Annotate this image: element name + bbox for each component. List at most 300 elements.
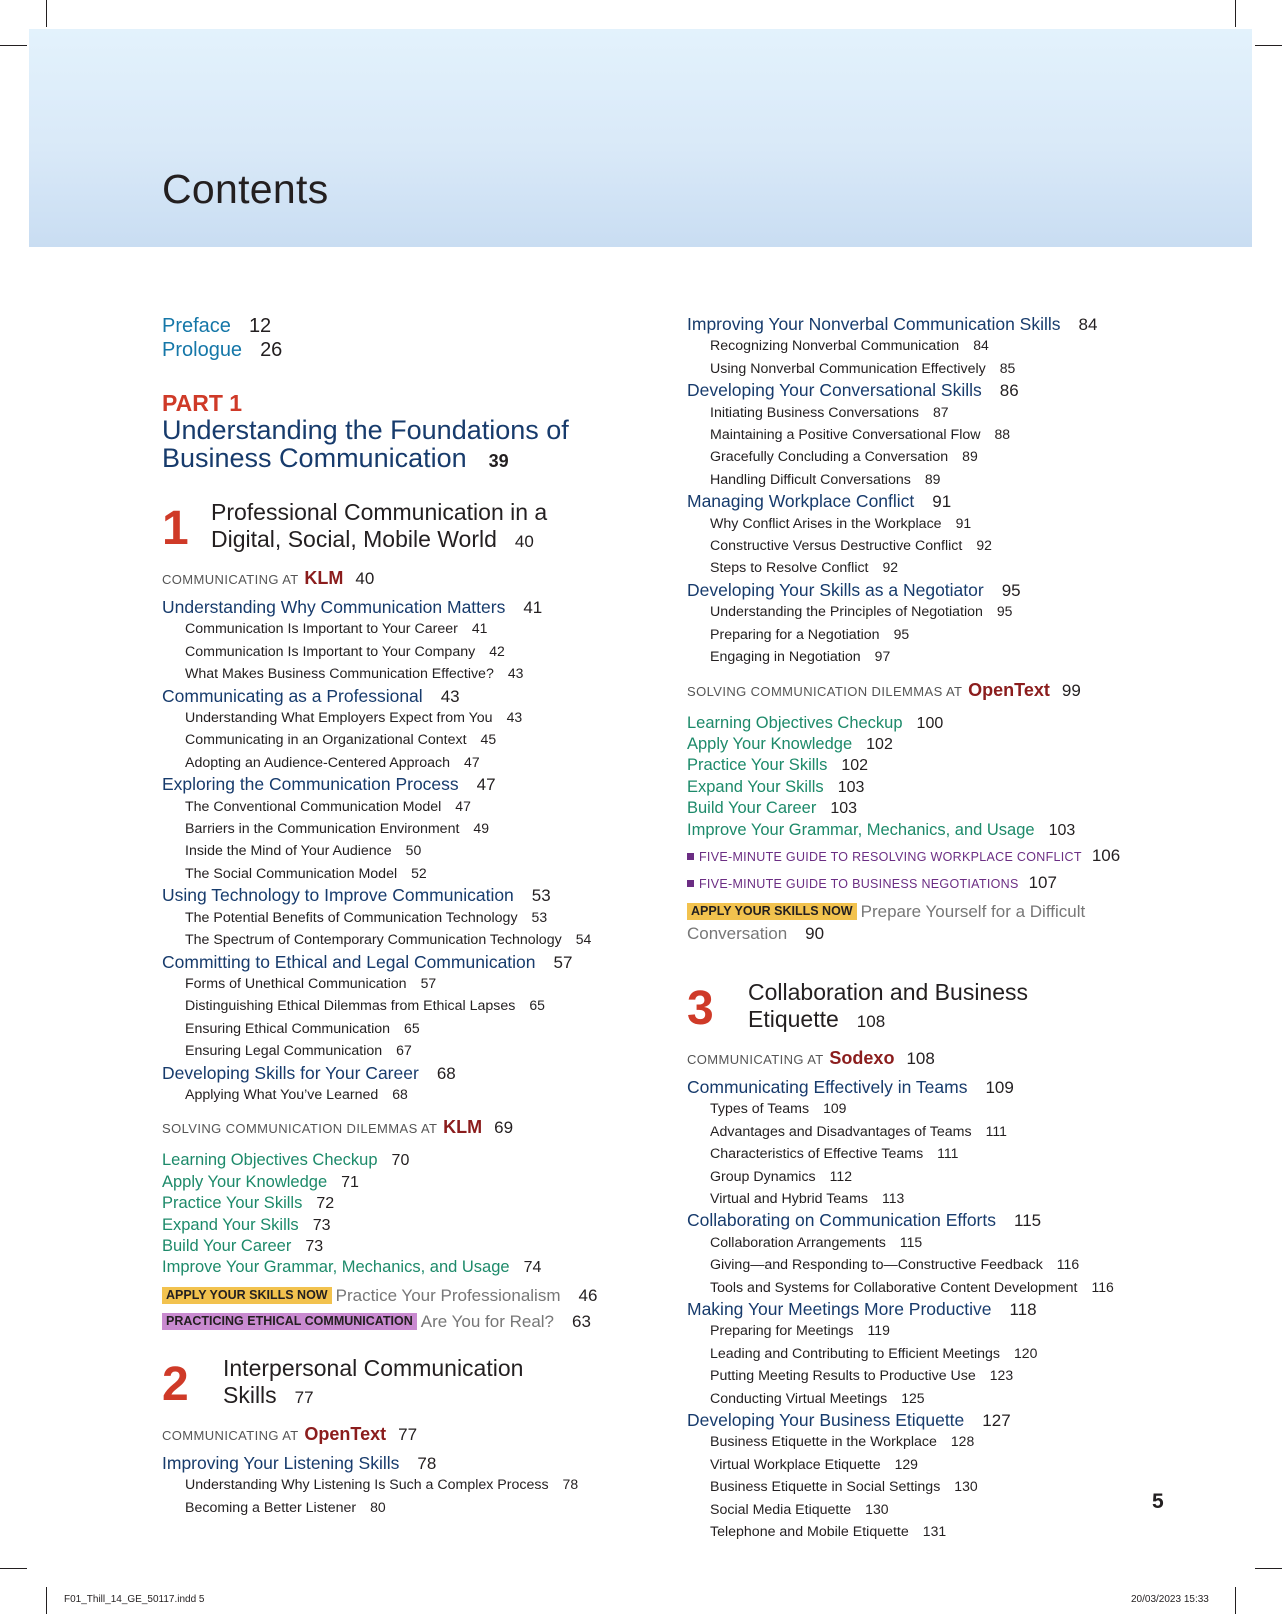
slug-file: F01_Thill_14_GE_50117.indd 5	[64, 1594, 205, 1605]
end-of-chapter-item	[162, 1215, 662, 1236]
square-bullet-icon	[687, 880, 694, 887]
end-item-page: 103	[1048, 821, 1076, 839]
subsection-page: 84	[973, 337, 989, 354]
crop-mark	[1235, 0, 1236, 27]
toc-left-column	[162, 314, 662, 1519]
toc-subsection	[687, 1143, 1207, 1165]
toc-subsection	[687, 624, 1207, 646]
toc-subsection	[162, 1040, 662, 1062]
toc-subsection	[162, 1497, 662, 1519]
end-of-chapter-item	[162, 1172, 662, 1193]
toc-subsection	[162, 1084, 662, 1106]
section-title: Developing Your Skills as a Negotiator	[687, 579, 984, 600]
solving-dilemmas	[687, 679, 1207, 703]
subsection-page: 89	[962, 448, 978, 465]
toc-subsection	[687, 1454, 1207, 1476]
toc-subsection	[687, 1121, 1207, 1143]
five-minute-guide	[687, 843, 1207, 870]
section-page: 53	[531, 886, 551, 906]
subsection-page: 43	[507, 665, 524, 682]
chapter-number: 1	[162, 502, 189, 555]
subsection-page: 54	[575, 931, 592, 948]
toc-subsection	[162, 729, 662, 751]
subsection-page: 109	[823, 1100, 847, 1117]
subsection-title: Why Conflict Arises in the Workplace	[710, 515, 942, 532]
crop-mark	[1235, 1587, 1236, 1614]
toc-subsection	[687, 1365, 1207, 1387]
subsection-page: 57	[420, 974, 437, 991]
apply-skills-feature	[162, 1285, 662, 1307]
crop-mark	[0, 45, 27, 46]
section-page: 43	[440, 686, 460, 706]
communicating-at-prefix: COMMUNICATING AT	[162, 572, 299, 587]
chapter-title-text: Etiquette	[748, 1005, 839, 1032]
chapter-title	[223, 1355, 662, 1411]
section-page: 84	[1078, 315, 1098, 334]
subsection-page: 95	[996, 603, 1013, 620]
section-title: Improving Your Nonverbal Communication Skills	[687, 314, 1061, 334]
part-page: 39	[488, 451, 509, 471]
part-title	[162, 416, 662, 475]
section-title: Communicating as a Professional	[162, 685, 423, 706]
subsection-page: 50	[405, 842, 422, 859]
subsection-title: Communication Is Important to Your Company	[185, 643, 476, 660]
end-of-chapter-item	[687, 713, 1207, 734]
end-item-page: 74	[523, 1259, 542, 1277]
end-item-label: Improve Your Grammar, Mechanics, and Usage	[162, 1258, 510, 1277]
company-name: OpenText	[304, 1423, 387, 1444]
front-matter-item	[162, 338, 662, 362]
company-name: OpenText	[968, 679, 1050, 700]
subsection-page: 45	[480, 731, 497, 748]
subsection-title: Gracefully Concluding a Conversation	[710, 449, 949, 466]
subsection-page: 97	[874, 648, 891, 665]
solving-prefix: SOLVING COMMUNICATION DILEMMAS AT	[687, 683, 963, 699]
section-page: 95	[1001, 580, 1021, 600]
toc-subsection	[687, 1476, 1207, 1498]
subsection-page: 41	[471, 620, 488, 637]
chapter-page: 108	[856, 1011, 886, 1031]
section-page: 115	[1014, 1211, 1042, 1231]
front-matter-item	[162, 314, 662, 338]
end-item-page: 102	[841, 757, 869, 775]
toc-section	[687, 1210, 1207, 1231]
subsection-title: The Potential Benefits of Communication Technology	[185, 909, 518, 926]
toc-section	[687, 580, 1207, 601]
guide-label: FIVE-MINUTE GUIDE TO RESOLVING WORKPLACE CONFLICT	[699, 849, 1082, 864]
subsection-title: Distinguishing Ethical Dilemmas from Ethical Lapses	[185, 998, 516, 1015]
chapter-sections	[687, 314, 1207, 669]
subsection-page: 92	[976, 537, 992, 554]
subsection-title: The Social Communication Model	[185, 865, 398, 882]
communicating-at	[687, 1047, 1207, 1071]
end-item-page: 100	[916, 714, 944, 732]
section-page: 47	[476, 775, 496, 795]
toc-section	[687, 1410, 1207, 1431]
subsection-page: 89	[924, 470, 941, 487]
chapter-heading	[687, 979, 1207, 1039]
toc-subsection	[687, 1232, 1207, 1254]
subsection-title: Giving—and Responding to—Constructive Feedback	[710, 1257, 1043, 1274]
subsection-page: 78	[562, 1476, 579, 1493]
toc-section	[162, 1453, 662, 1474]
subsection-page: 112	[829, 1167, 852, 1184]
toc-subsection	[687, 557, 1207, 579]
toc-subsection	[687, 646, 1207, 668]
company-name: KLM	[443, 1117, 483, 1138]
communicating-at-page: 108	[906, 1048, 935, 1068]
end-item-label: Expand Your Skills	[687, 777, 824, 796]
company-name: Sodexo	[829, 1047, 895, 1068]
five-minute-guide	[687, 870, 1207, 897]
subsection-title: Advantages and Disadvantages of Teams	[710, 1123, 972, 1140]
chapter-title-line	[748, 1006, 1207, 1035]
end-item-page: 103	[837, 778, 865, 796]
subsection-page: 68	[392, 1085, 408, 1102]
section-title: Communicating Effectively in Teams	[687, 1076, 968, 1097]
toc-subsection	[687, 358, 1207, 380]
feature-text: Practice Your Professionalism	[335, 1285, 561, 1305]
toc-subsection	[687, 535, 1207, 557]
toc-subsection	[687, 335, 1207, 357]
subsection-title: Virtual Workplace Etiquette	[710, 1456, 881, 1473]
toc-section	[687, 1077, 1207, 1098]
ethics-feature	[162, 1311, 662, 1333]
subsection-title: Business Etiquette in Social Settings	[710, 1479, 941, 1496]
crop-mark	[1255, 1568, 1282, 1569]
apply-skills-feature	[687, 901, 1207, 945]
end-item-page: 102	[866, 735, 893, 753]
section-title: Managing Workplace Conflict	[687, 491, 915, 512]
end-item-label: Practice Your Skills	[162, 1194, 303, 1213]
communicating-at-prefix: COMMUNICATING AT	[162, 1427, 299, 1443]
subsection-title: Understanding What Employers Expect from You	[185, 710, 493, 727]
subsection-page: 67	[396, 1042, 412, 1059]
subsection-page: 65	[404, 1019, 420, 1036]
toc-subsection	[162, 818, 662, 840]
chapter-title-text: Digital, Social, Mobile World	[211, 526, 497, 552]
ethics-badge: PRACTICING ETHICAL COMMUNICATION	[162, 1313, 417, 1330]
toc-section	[162, 1063, 662, 1084]
subsection-page: 130	[954, 1478, 978, 1495]
subsection-title: Tools and Systems for Collaborative Content Development	[710, 1279, 1078, 1296]
crop-mark	[46, 1587, 47, 1614]
chapter-title-line: Interpersonal Communication	[223, 1354, 524, 1381]
end-of-chapter-item	[162, 1257, 662, 1278]
subsection-title: Communicating in an Organizational Context	[185, 732, 467, 749]
subsection-title: Ensuring Ethical Communication	[185, 1020, 391, 1037]
subsection-title: Constructive Versus Destructive Conflict	[710, 538, 963, 555]
section-title: Understanding Why Communication Matters	[162, 597, 506, 617]
end-of-chapter-item	[687, 734, 1207, 755]
communicating-at	[162, 1423, 662, 1447]
toc-subsection	[687, 513, 1207, 535]
toc-subsection	[687, 1166, 1207, 1188]
subsection-page: 129	[894, 1455, 918, 1472]
section-page: 78	[417, 1453, 437, 1473]
section-title: Developing Your Conversational Skills	[687, 380, 982, 401]
feature-page: 90	[805, 923, 825, 943]
toc-section	[162, 885, 662, 906]
subsection-page: 111	[985, 1122, 1007, 1139]
solving-page: 99	[1061, 680, 1081, 700]
subsection-page: 52	[411, 864, 427, 881]
toc-subsection	[162, 707, 662, 729]
subsection-title: Conducting Virtual Meetings	[710, 1390, 888, 1407]
toc-subsection	[162, 752, 662, 774]
subsection-page: 91	[955, 514, 972, 531]
toc-subsection	[162, 1018, 662, 1040]
subsection-title: Understanding Why Listening Is Such a Complex Process	[185, 1477, 549, 1494]
toc-subsection	[162, 995, 662, 1017]
toc-subsection	[162, 840, 662, 862]
subsection-title: Inside the Mind of Your Audience	[185, 843, 392, 860]
section-title: Improving Your Listening Skills	[162, 1452, 400, 1473]
chapter-page: 40	[514, 532, 534, 551]
section-page: 86	[999, 381, 1019, 401]
toc-subsection	[162, 663, 662, 685]
chapter-title	[211, 499, 662, 555]
section-page: 41	[523, 598, 543, 617]
section-page: 91	[932, 492, 952, 512]
toc-subsection	[162, 618, 662, 640]
feature-page: 46	[578, 1285, 598, 1305]
subsection-page: 80	[370, 1498, 386, 1515]
subsection-page: 113	[881, 1189, 905, 1206]
section-title: Developing Your Business Etiquette	[687, 1410, 965, 1431]
subsection-title: Preparing for a Negotiation	[710, 626, 880, 643]
subsection-page: 131	[922, 1523, 947, 1540]
guide-label: FIVE-MINUTE GUIDE TO BUSINESS NEGOTIATIONS	[699, 876, 1019, 891]
subsection-title: Forms of Unethical Communication	[185, 975, 407, 992]
guide-page: 106	[1091, 845, 1121, 865]
subsection-page: 119	[867, 1322, 890, 1339]
crop-mark	[46, 0, 47, 27]
subsection-title: Putting Meeting Results to Productive Use	[710, 1368, 976, 1385]
toc-subsection	[687, 446, 1207, 468]
subsection-page: 95	[893, 625, 910, 642]
toc-subsection	[162, 863, 662, 885]
toc-section	[687, 1299, 1207, 1320]
subsection-page: 120	[1014, 1344, 1038, 1361]
subsection-title: Steps to Resolve Conflict	[710, 560, 869, 577]
guide-page: 107	[1028, 872, 1057, 892]
toc-section	[162, 686, 662, 707]
section-page: 57	[553, 952, 573, 972]
apply-skills-badge: APPLY YOUR SKILLS NOW	[687, 903, 857, 920]
end-of-chapter-item	[162, 1193, 662, 1214]
chapter-title-line	[211, 526, 662, 555]
section-title: Making Your Meetings More Productive	[687, 1299, 992, 1319]
feature-page: 63	[572, 1311, 591, 1331]
toc-subsection	[687, 1098, 1207, 1120]
toc-subsection	[162, 973, 662, 995]
section-title: Collaborating on Communication Efforts	[687, 1210, 997, 1231]
subsection-title: The Conventional Communication Model	[185, 798, 442, 815]
toc-subsection	[687, 1388, 1207, 1410]
communicating-at-page: 40	[355, 569, 375, 588]
chapter-title-line: Collaboration and Business	[748, 978, 1029, 1005]
subsection-page: 42	[489, 642, 505, 659]
front-matter-page: 26	[260, 339, 283, 361]
toc-subsection	[687, 469, 1207, 491]
five-minute-guides	[687, 843, 1207, 897]
solving-page: 69	[494, 1118, 514, 1138]
end-item-page: 103	[830, 800, 858, 818]
subsection-page: 49	[473, 820, 489, 837]
end-item-label: Learning Objectives Checkup	[162, 1151, 378, 1170]
crop-mark	[0, 1568, 27, 1569]
toc-section	[162, 952, 662, 973]
feature-text: Prepare Yourself for a Difficult Conversation	[687, 901, 1086, 943]
communicating-at-prefix: COMMUNICATING AT	[687, 1051, 824, 1067]
end-item-page: 70	[391, 1152, 410, 1170]
toc-subsection	[687, 1521, 1207, 1543]
subsection-page: 123	[989, 1367, 1014, 1384]
end-of-chapter-items	[162, 1150, 662, 1278]
toc-subsection	[162, 1474, 662, 1496]
chapter-heading	[162, 499, 662, 559]
section-title: Developing Skills for Your Career	[162, 1062, 419, 1083]
end-item-label: Build Your Career	[687, 799, 817, 818]
subsection-title: Adopting an Audience-Centered Approach	[185, 754, 451, 771]
page-title: Contents	[162, 166, 329, 212]
subsection-page: 125	[901, 1389, 925, 1406]
end-item-label: Practice Your Skills	[687, 756, 828, 775]
end-item-label: Improve Your Grammar, Mechanics, and Usage	[687, 820, 1035, 839]
section-page: 109	[985, 1077, 1014, 1097]
end-of-chapter-item	[687, 777, 1207, 798]
subsection-page: 130	[865, 1500, 889, 1517]
part-label: PART 1	[162, 390, 243, 416]
end-item-label: Apply Your Knowledge	[162, 1172, 328, 1191]
end-of-chapter-item	[687, 820, 1207, 841]
end-of-chapter-item	[162, 1150, 662, 1171]
subsection-title: Preparing for Meetings	[710, 1323, 854, 1340]
subsection-title: Initiating Business Conversations	[710, 404, 919, 421]
chapter-title-text: Skills	[223, 1381, 277, 1408]
chapter-title	[748, 979, 1207, 1035]
toc-subsection	[687, 424, 1207, 446]
toc-section	[687, 491, 1207, 512]
toc-right-column	[687, 314, 1207, 1543]
subsection-title: Using Nonverbal Communication Effectively	[710, 360, 986, 377]
toc-section	[687, 380, 1207, 401]
front-matter-label: Prologue	[162, 339, 243, 361]
toc-section	[162, 774, 662, 795]
toc-subsection	[687, 1254, 1207, 1276]
communicating-at-page: 77	[398, 1424, 418, 1444]
subsection-title: Leading and Contributing to Efficient Meetings	[710, 1345, 1000, 1362]
end-of-chapter-item	[687, 755, 1207, 776]
subsection-title: What Makes Business Communication Effective?	[185, 666, 494, 683]
solving-dilemmas	[162, 1116, 662, 1140]
part-title-line: Understanding the Foundations of	[162, 415, 569, 445]
feature-text: Are You for Real?	[420, 1311, 555, 1331]
subsection-title: Applying What You’ve Learned	[185, 1086, 379, 1103]
communicating-at	[162, 567, 662, 591]
toc-subsection	[162, 796, 662, 818]
end-item-page: 72	[316, 1195, 335, 1213]
subsection-page: 111	[937, 1145, 959, 1162]
end-item-label: Learning Objectives Checkup	[687, 713, 903, 732]
toc-subsection	[162, 929, 662, 951]
chapter-title-line	[223, 1382, 662, 1411]
chapter-sections	[162, 597, 662, 1106]
header-band	[29, 29, 1252, 247]
subsection-page: 47	[464, 753, 480, 770]
toc-subsection	[687, 1431, 1207, 1453]
toc-subsection	[162, 641, 662, 663]
subsection-title: Virtual and Hybrid Teams	[710, 1190, 868, 1207]
chapter-page: 77	[294, 1387, 314, 1407]
chapter-sections	[687, 1077, 1207, 1544]
toc-subsection	[687, 1320, 1207, 1342]
subsection-title: Handling Difficult Conversations	[710, 471, 911, 488]
subsection-page: 43	[506, 709, 523, 726]
chapter-heading	[162, 1355, 662, 1415]
subsection-title: Understanding the Principles of Negotiation	[710, 604, 983, 621]
end-item-page: 73	[312, 1216, 331, 1234]
front-matter-page: 12	[248, 315, 272, 337]
front-matter-label: Preface	[162, 315, 231, 337]
apply-skills-badge: APPLY YOUR SKILLS NOW	[162, 1287, 332, 1304]
chapter-number: 2	[162, 1357, 189, 1411]
solving-prefix: SOLVING COMMUNICATION DILEMMAS AT	[162, 1121, 438, 1137]
section-title: Exploring the Communication Process	[162, 774, 459, 795]
subsection-title: Barriers in the Communication Environment	[185, 821, 460, 838]
subsection-title: The Spectrum of Contemporary Communication Technology	[185, 932, 562, 949]
chapter-title-line: Professional Communication in a	[211, 499, 548, 525]
subsection-title: Characteristics of Effective Teams	[710, 1146, 924, 1163]
company-name: KLM	[304, 568, 344, 588]
subsection-page: 128	[950, 1433, 975, 1450]
front-matter	[162, 314, 662, 362]
subsection-title: Social Media Etiquette	[710, 1501, 852, 1518]
end-item-page: 71	[341, 1173, 359, 1191]
toc-subsection	[687, 1343, 1207, 1365]
section-page: 118	[1009, 1300, 1037, 1319]
crop-mark	[1255, 45, 1282, 46]
toc-section	[687, 314, 1207, 335]
toc-subsection	[687, 1188, 1207, 1210]
subsection-page: 87	[932, 403, 949, 420]
subsection-title: Engaging in Negotiation	[710, 649, 861, 666]
subsection-page: 116	[1091, 1278, 1114, 1295]
subsection-title: Telephone and Mobile Etiquette	[710, 1524, 909, 1541]
subsection-page: 116	[1056, 1256, 1080, 1273]
toc-subsection	[162, 907, 662, 929]
slug-date: 20/03/2023 15:33	[1131, 1594, 1209, 1605]
end-of-chapter-item	[162, 1236, 662, 1257]
subsection-title: Recognizing Nonverbal Communication	[710, 338, 960, 355]
toc-subsection	[687, 1277, 1207, 1299]
square-bullet-icon	[687, 853, 694, 860]
subsection-page: 47	[455, 797, 471, 814]
subsection-page: 88	[994, 426, 1011, 443]
subsection-title: Collaboration Arrangements	[710, 1234, 886, 1251]
subsection-title: Becoming a Better Listener	[185, 1499, 357, 1516]
subsection-title: Types of Teams	[710, 1101, 810, 1118]
end-item-label: Expand Your Skills	[162, 1215, 299, 1234]
toc-subsection	[687, 1499, 1207, 1521]
end-item-label: Apply Your Knowledge	[687, 734, 853, 753]
end-item-page: 73	[305, 1237, 324, 1255]
section-page: 127	[982, 1411, 1011, 1431]
page-number: 5	[1152, 1490, 1164, 1513]
subsection-title: Group Dynamics	[710, 1168, 816, 1185]
subsection-page: 65	[529, 997, 545, 1014]
